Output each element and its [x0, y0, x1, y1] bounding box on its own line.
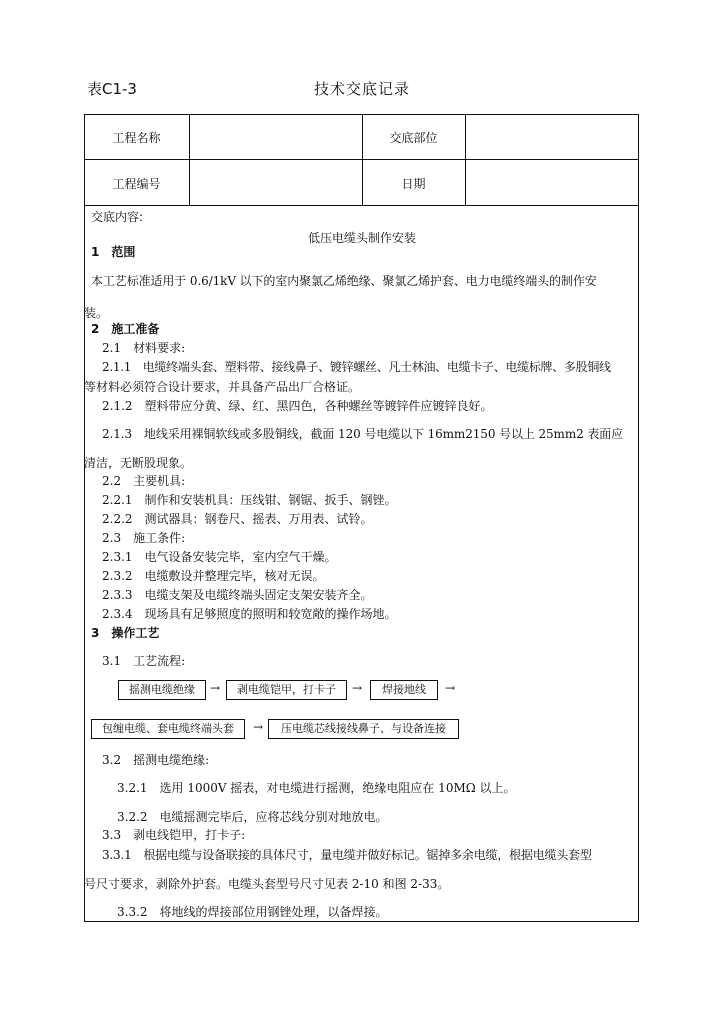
- document-title: 技术交底记录: [313, 80, 410, 98]
- body-line: 2.2 主要机具:: [102, 474, 186, 488]
- body-line: 2.2.2 测试器具：钢卷尺、摇表、万用表、试铃。: [102, 512, 373, 526]
- flow-step-crimp-connect: 压电缆芯线接线鼻子、与设备连接: [268, 719, 459, 739]
- content-subtitle: 低压电缆头制作安装: [307, 231, 416, 245]
- flow-arrow-icon: →: [352, 681, 363, 695]
- body-line: 3.2.2 电缆摇测完毕后，应将芯线分别对地放电。: [117, 810, 388, 824]
- section-heading: 1 范围: [91, 245, 136, 259]
- body-line: 2.1.3 地线采用裸铜软线或多股铜线，截面 120 号电缆以下 16mm2150 号以上 25mm2 表面应: [102, 427, 624, 441]
- flow-arrow-icon: →: [210, 681, 221, 695]
- body-line: 号尺寸要求，剥除外护套。电缆头套型号尺寸见表 2-10 和图 2-33。: [84, 877, 450, 891]
- project-number-label: 工程编号: [112, 177, 161, 191]
- location-label: 交底部位: [389, 131, 438, 145]
- section-heading: 3 操作工艺: [91, 626, 160, 640]
- flow-step-insulation-test: 摇测电缆绝缘: [118, 680, 206, 700]
- col-divider: [362, 114, 363, 206]
- body-line: 清洁，无断股现象。: [84, 456, 193, 470]
- body-line: 3.2 摇测电缆绝缘:: [102, 753, 210, 767]
- body-line: 等材料必须符合设计要求，并具备产品出厂合格证。: [84, 380, 361, 394]
- flow-step-weld-ground: 焊接地线: [370, 680, 438, 700]
- body-line: 2.3.2 电缆敷设并整理完毕，核对无误。: [102, 569, 325, 583]
- body-line: 2.1.1 电缆终端头套、塑料带、接线鼻子、镀锌螺丝、凡士林油、电缆卡子、电缆标牌、多股铜线: [102, 360, 611, 374]
- project-name-label: 工程名称: [112, 131, 161, 145]
- body-line: 2.1 材料要求:: [102, 341, 186, 355]
- body-line: 2.3.1 电气设备安装完毕，室内空气干燥。: [102, 550, 337, 564]
- body-line: 3.3.1 根据电缆与设备联接的具体尺寸，量电缆并做好标记。锯掉多余电缆，根据电缆头套型: [102, 848, 592, 862]
- body-line: 2.3.3 电缆支架及电缆终端头固定支架安装齐全。: [102, 588, 373, 602]
- col-divider: [189, 114, 190, 206]
- body-line: 装。: [84, 306, 109, 320]
- body-line: 本工艺标准适用于 0.6/1kV 以下的室内聚氯乙烯绝缘、聚氯乙烯护套、电力电缆终端头的制作安: [91, 274, 597, 288]
- flow-step-wrap-cable: 包缠电缆、套电缆终端头套: [91, 719, 245, 739]
- body-line: 2.3 施工条件:: [102, 531, 186, 545]
- date-label: 日期: [401, 177, 426, 191]
- body-line: 3.3.2 将地线的焊接部位用钢锉处理，以备焊接。: [117, 905, 388, 919]
- form-code: 表C1-3: [87, 80, 137, 98]
- body-line: 3.2.1 选用 1000V 摇表，对电缆进行摇测，绝缘电阻应在 10MΩ 以上。: [117, 781, 516, 795]
- body-line: 3.3 剥电线铠甲，打卡子:: [102, 828, 246, 842]
- flow-arrow-icon: →: [253, 720, 264, 734]
- body-line: 2.3.4 现场具有足够照度的照明和较宽敞的操作场地。: [102, 607, 397, 621]
- content-intro-label: 交底内容:: [91, 210, 144, 224]
- body-line: 2.2.1 制作和安装机具：压线钳、钢锯、扳手、钢锉。: [102, 493, 397, 507]
- section-heading: 2 施工准备: [91, 322, 160, 336]
- flow-step-strip-armor: 剥电缆铠甲，打卡子: [226, 680, 347, 700]
- body-line: 2.1.2 塑料带应分黄、绿、红、黑四色，各种螺丝等镀锌件应镀锌良好。: [102, 399, 493, 413]
- body-line: 3.1 工艺流程:: [102, 654, 186, 668]
- flow-arrow-icon: →: [445, 681, 456, 695]
- col-divider: [465, 114, 466, 206]
